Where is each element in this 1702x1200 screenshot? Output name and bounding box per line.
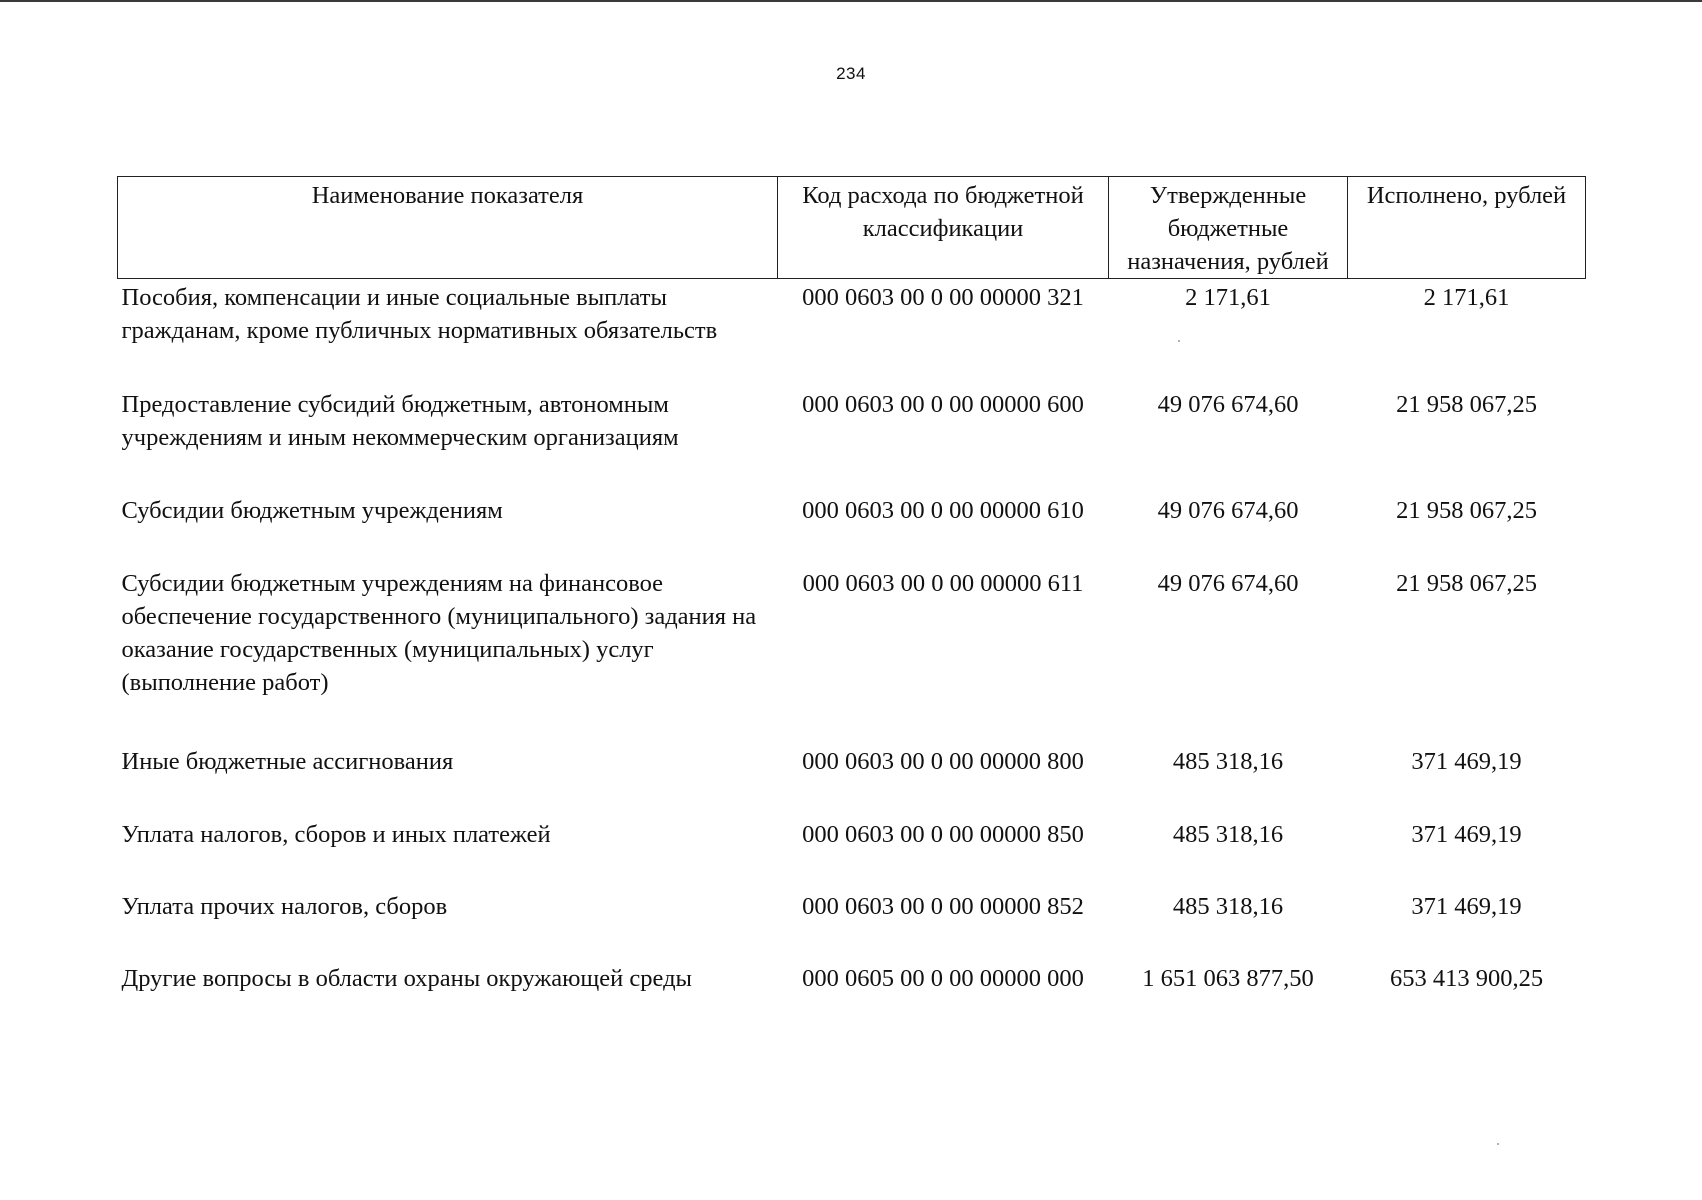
row-name: Предоставление субсидий бюджетным, автономным учреждениям и иным некоммерческим организациям	[121, 391, 679, 451]
header-approved-amount: Утвержденные бюджетные назначения, рублей	[1109, 177, 1348, 279]
row-name: Субсидии бюджетным учреждениям	[121, 497, 503, 524]
header-indicator-name: Наименование показателя	[118, 177, 778, 279]
top-border-line	[0, 0, 1702, 2]
header-executed-amount: Исполнено, рублей	[1348, 177, 1586, 279]
row-code: 000 0605 00 0 00 00000 000	[802, 965, 1084, 992]
row-executed: 371 469,19	[1411, 821, 1522, 848]
row-approved: 485 318,16	[1172, 821, 1284, 848]
row-executed: 653 413 900,25	[1389, 965, 1544, 992]
header-expense-code: Код расхода по бюджетной классификации	[778, 177, 1109, 279]
table-row	[118, 743, 1586, 816]
row-approved: 49 076 674,60	[1157, 391, 1299, 418]
row-code: 000 0603 00 0 00 00000 852	[802, 893, 1084, 920]
table-body	[118, 279, 1586, 1033]
table-row	[118, 565, 1586, 743]
row-executed: 2 171,61	[1423, 284, 1510, 311]
table-header	[118, 177, 1586, 279]
row-name: Другие вопросы в области охраны окружающей среды	[121, 965, 692, 992]
row-code: 000 0603 00 0 00 00000 800	[802, 748, 1084, 775]
header-row	[118, 177, 1586, 279]
row-approved: 485 318,16	[1172, 893, 1284, 920]
row-code: 000 0603 00 0 00 00000 600	[802, 391, 1084, 418]
row-approved: 49 076 674,60	[1157, 497, 1299, 524]
row-code: 000 0603 00 0 00 00000 850	[802, 821, 1084, 848]
row-approved: 485 318,16	[1172, 748, 1284, 775]
scan-speck	[1497, 1143, 1499, 1145]
table-row	[118, 386, 1586, 492]
table-row	[118, 888, 1586, 960]
table-row	[118, 279, 1586, 387]
row-executed: 21 958 067,25	[1396, 570, 1537, 597]
row-code: 000 0603 00 0 00 00000 321	[802, 284, 1084, 311]
table-row	[118, 960, 1586, 1032]
row-code: 000 0603 00 0 00 00000 610	[802, 497, 1084, 524]
row-executed: 371 469,19	[1411, 748, 1522, 775]
row-approved: 1 651 063 877,50	[1142, 965, 1314, 992]
row-name: Пособия, компенсации и иные социальные выплаты гражданам, кроме публичных нормативных обязательств	[121, 284, 718, 344]
budget-execution-table	[117, 176, 1586, 1032]
row-name: Уплата налогов, сборов и иных платежей	[121, 821, 551, 848]
table-row	[118, 816, 1586, 888]
row-approved: 49 076 674,60	[1157, 570, 1299, 597]
row-name: Субсидии бюджетным учреждениям на финансовое обеспечение государственного (муниципального) задания на оказание государственных (муниципальных) услуг (выполнение работ)	[121, 570, 757, 696]
page-number: 234	[836, 64, 866, 83]
row-code: 000 0603 00 0 00 00000 611	[802, 570, 1084, 597]
row-name: Иные бюджетные ассигнования	[121, 748, 454, 775]
row-executed: 21 958 067,25	[1396, 391, 1537, 418]
row-executed: 21 958 067,25	[1396, 497, 1537, 524]
scan-speck	[1178, 340, 1180, 342]
row-name: Уплата прочих налогов, сборов	[121, 893, 448, 920]
row-executed: 371 469,19	[1411, 893, 1522, 920]
table-row	[118, 492, 1586, 565]
row-approved: 2 171,61	[1185, 284, 1271, 311]
